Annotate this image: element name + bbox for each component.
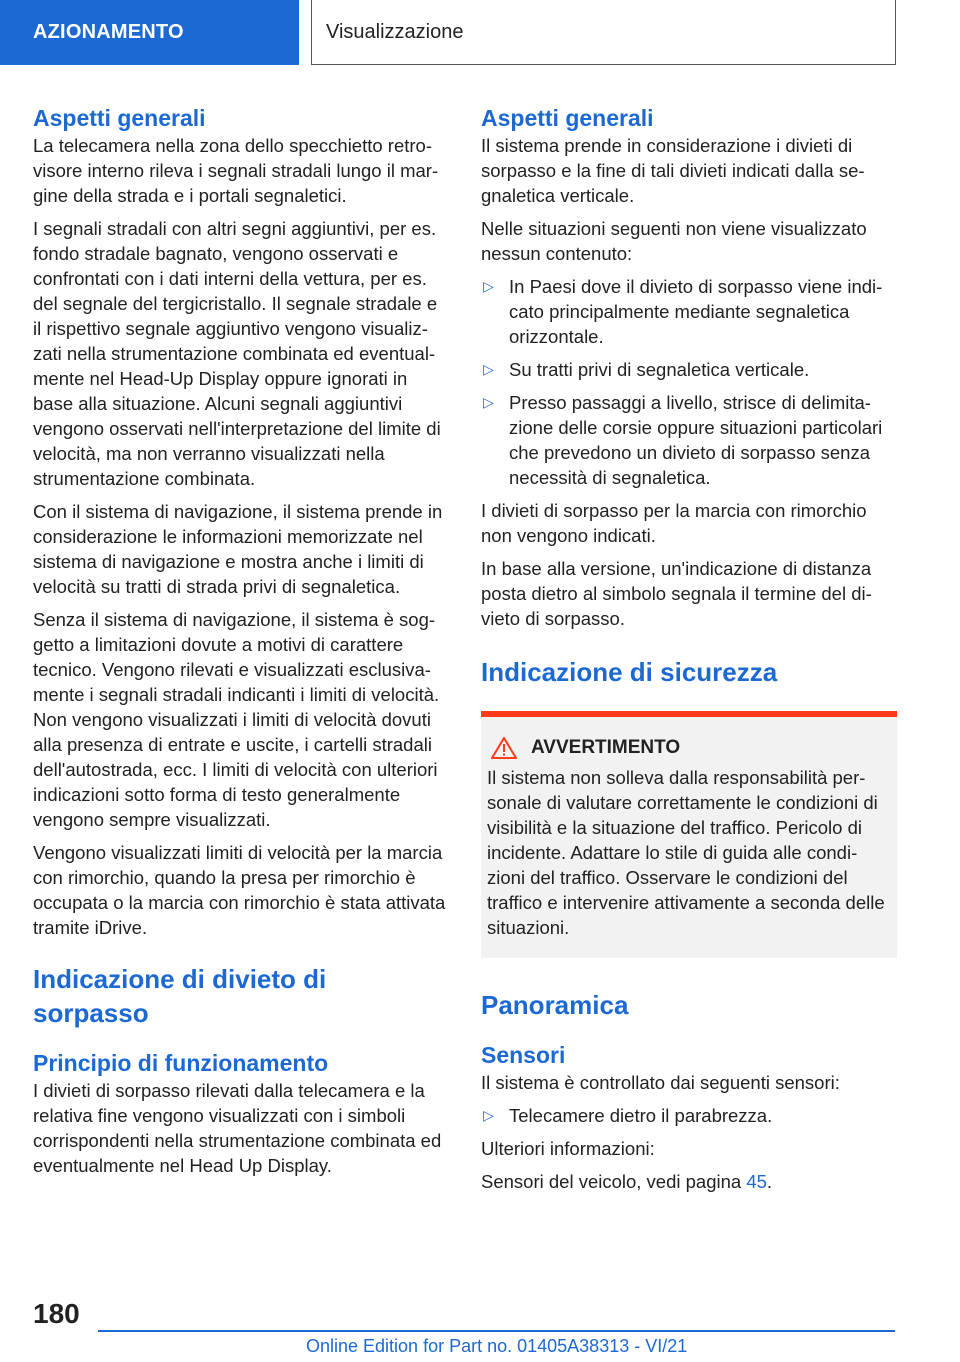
paragraph: In base alla versione, un'indicazione di distanza posta dietro al simbolo segnala il termine del divieto di sorpasso. (481, 558, 872, 629)
header-topic-box (311, 0, 896, 65)
heading-divieto-sorpasso: Indicazione di divieto di sorpasso (33, 964, 327, 1028)
heading-aspetti-generali-left: Aspetti generali (33, 105, 206, 131)
paragraph: La telecamera nella zona dello specchietto retrovisore interno rileva i segnali stradali lungo il margine della strada e i portali segnaletici. (33, 135, 439, 206)
paragraph: I divieti di sorpasso per la marcia con rimorchio non vengono indicati. (481, 500, 867, 546)
left-column (33, 103, 449, 1186)
header-section-label: AZIONAMENTO (33, 21, 184, 43)
paragraph: I divieti di sorpasso rilevati dalla telecamera e la relativa fine vengono visualizzati con i simboli corrispondenti nella strumentazione combinata ed eventualmente nel Head Up Display. (33, 1080, 442, 1176)
triangle-right-icon: ▷ (483, 278, 494, 294)
heading-panoramica: Panoramica (481, 990, 629, 1020)
list-item: ▷ Presso passaggi a livello, strisce di delimitazione delle corsie oppure situazioni particolari che prevedono un divieto di sorpasso senza necessità di segnaletica. (483, 392, 883, 488)
heading-sicurezza: Indicazione di sicurezza (481, 657, 778, 687)
paragraph-page-ref: Sensori del veicolo, vedi pagina 45. (481, 1171, 773, 1192)
paragraph: Il sistema prende in considerazione i divieti di sorpasso e la fine di tali divieti indicati dalla segnaletica verticale. (481, 135, 865, 206)
warning-title: AVVERTIMENTO (487, 737, 889, 759)
paragraph: Nelle situazioni seguenti non viene visualizzato nessun contenuto: (481, 218, 867, 264)
situations-list (481, 274, 897, 490)
warning-text: Il sistema non solleva dalla responsabilità personale di valutare correttamente le condizioni di visibilità e la situazione del traffico. Pericolo di incidente. Adattare lo stile di guida alle condizioni del traffico. Osservare le condizioni del traffico e intervenire attivamente a seconda delle situazioni. (487, 767, 885, 938)
page-number: 180 (33, 1298, 80, 1329)
list-item: ▷ Su tratti privi di segnaletica verticale. (483, 359, 810, 380)
list-item: ▷ In Paesi dove il divieto di sorpasso viene indicato principalmente mediante segnaletica orizzontale. (483, 276, 883, 347)
page-link[interactable]: 45 (746, 1171, 767, 1192)
triangle-right-icon: ▷ (483, 361, 494, 377)
heading-principio: Principio di funzionamento (33, 1050, 329, 1076)
footer-edition: Online Edition for Part no. 01405A38313 - VI/21 (306, 1336, 688, 1356)
footer-divider (98, 1330, 895, 1332)
paragraph: Vengono visualizzati limiti di velocità per la marcia con rimorchio, quando la presa per rimorchio è occupata o la marcia con rimorchio è stata attivata tramite iDrive. (33, 842, 446, 938)
list-item: ▷ Telecamere dietro il parabrezza. (483, 1105, 773, 1126)
warning-triangle-icon (491, 737, 517, 759)
warning-box (481, 711, 897, 958)
header-section-tab (0, 0, 299, 65)
paragraph: I segnali stradali con altri segni aggiuntivi, per es. fondo stradale bagnato, vengono osservati e confrontati con i dati interni della vettura, per es. del segnale del tergicristallo. Il segnale stradale e il rispettivo segnale aggiuntivo vengono visualizzati nella strumentazione combinata ed eventualmente nel Head-Up Display oppure ignorati in base alla situazione. Alcuni segnali aggiuntivi vengono osservati nell'interpretazione del limite di velocità, ma non verranno visualizzati nella strumentazione combinata. (33, 218, 441, 489)
paragraph: Ulteriori informazioni: (481, 1138, 655, 1159)
triangle-right-icon: ▷ (483, 1107, 494, 1123)
heading-aspetti-generali-right: Aspetti generali (481, 105, 654, 131)
paragraph: Il sistema è controllato dai seguenti sensori: (481, 1072, 840, 1093)
right-column (481, 103, 897, 1202)
heading-sensori: Sensori (481, 1042, 566, 1068)
header-topic-label: Visualizzazione (326, 20, 464, 43)
paragraph: Con il sistema di navigazione, il sistema prende in considerazione le informazioni memorizzate nel sistema di navigazione e mostra anche i limiti di velocità su tratti di strada privi di segnaletica. (33, 501, 443, 597)
paragraph: Senza il sistema di navigazione, il sistema è soggetto a limitazioni dovute a motivi di carattere tecnico. Vengono rilevati e visualizzati esclusivamente i segnali stradali indicanti i limiti di velocità. Non vengono visualizzati i limiti di velocità dovuti alla presenza di entrate e uscite, i cartelli stradali dell'autostrada, ecc. I limiti di velocità con ulteriori indicazioni sotto forma di testo generalmente vengono sempre visualizzati. (33, 609, 440, 830)
sensor-list (481, 1103, 897, 1128)
triangle-right-icon: ▷ (483, 394, 494, 410)
